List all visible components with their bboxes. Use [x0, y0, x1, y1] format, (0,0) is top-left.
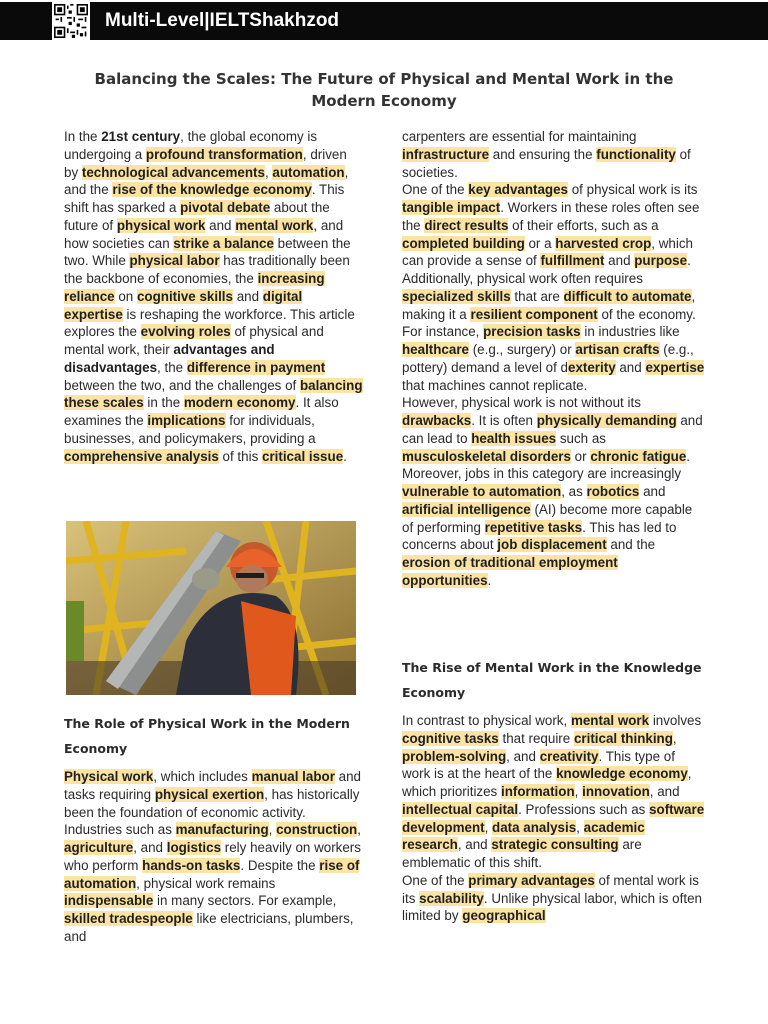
- highlighted-term: technological advancements: [81, 164, 265, 180]
- highlighted-term: intellectual capital: [402, 801, 519, 817]
- highlighted-term: job displacement: [497, 537, 607, 553]
- mental-paragraphs: [402, 712, 706, 925]
- highlighted-term: creativity: [539, 748, 599, 764]
- highlighted-term: agriculture: [64, 840, 134, 855]
- construction-worker-photo: [66, 521, 356, 695]
- highlighted-term: harvested crop: [555, 235, 652, 251]
- highlighted-term: repetitive tasks: [484, 519, 583, 535]
- article-title: Balancing the Scales: The Future of Physical and Mental Work in the Modern Economy: [94, 70, 674, 110]
- bold-term: advantages and disadvantages: [64, 342, 275, 375]
- highlighted-term: information: [500, 784, 575, 799]
- highlighted-term: health issues: [471, 430, 557, 446]
- highlighted-term: precision tasks: [483, 324, 581, 340]
- highlighted-term: artificial intelligence: [402, 501, 531, 517]
- paragraph: In contrast to physical work, mental work involves cognitive tasks that require critical thinking, problem-solving, and creativity. This type of work is at the heart of the knowledge economy, which prioritizes information, innovation, and intellectual capital. Professions such as software development, data analysis, academic research, and strategic consulting are emblematic of this shift.: [402, 713, 705, 870]
- highlighted-term: functionality: [596, 146, 676, 162]
- highlighted-term: indispensable: [64, 893, 154, 909]
- highlighted-term: logistics: [166, 840, 222, 855]
- highlighted-term: profound transformation: [145, 146, 303, 162]
- highlighted-term: physical exertion: [154, 786, 265, 802]
- highlighted-term: difficult to automate: [563, 288, 692, 304]
- highlighted-term: problem-solving: [402, 748, 507, 764]
- highlighted-term: balancing these scales: [64, 377, 363, 411]
- physical-paragraphs-continued: [402, 128, 706, 590]
- bold-term: 21st century: [101, 129, 181, 144]
- highlighted-term: comprehensive analysis: [64, 448, 219, 464]
- highlighted-term: innovation: [582, 784, 650, 799]
- highlighted-term: strike a balance: [173, 235, 274, 251]
- highlighted-term: artisan crafts: [575, 342, 660, 357]
- highlighted-term: construction: [276, 822, 358, 838]
- highlighted-term: skilled tradespeople: [64, 911, 193, 926]
- intro-column: [64, 128, 364, 465]
- highlighted-term: chronic fatigue: [590, 448, 687, 464]
- paragraph: carpenters are essential for maintaining infrastructure and ensuring the functionality of societies.: [402, 129, 691, 180]
- highlighted-term: mental work: [570, 713, 650, 728]
- highlighted-term: rise of the knowledge economy: [112, 182, 312, 198]
- highlighted-term: geographical: [462, 908, 546, 924]
- highlighted-term: mental work: [235, 217, 314, 233]
- highlighted-term: increasing reliance: [64, 271, 325, 304]
- mental-work-heading: The Rise of Mental Work in the Knowledge Economy: [402, 660, 702, 700]
- highlighted-term: knowledge economy: [556, 766, 688, 782]
- highlighted-term: rise of automation: [64, 857, 360, 891]
- highlighted-term: strategic consulting: [491, 837, 619, 853]
- highlighted-term: primary advantages: [468, 872, 595, 888]
- highlighted-term: fulfillment: [540, 253, 605, 269]
- highlighted-term: modern economy: [183, 395, 296, 411]
- highlighted-term: manufacturing: [175, 822, 269, 838]
- physical-paragraphs: [64, 768, 364, 946]
- physical-work-heading: The Role of Physical Work in the Modern Economy: [64, 716, 350, 756]
- highlighted-term: direct results: [424, 217, 509, 233]
- highlighted-term: implications: [147, 413, 226, 428]
- qr-code-icon: [52, 2, 90, 40]
- mental-work-column: [402, 712, 706, 925]
- highlighted-term: infrastructure: [402, 146, 490, 162]
- highlighted-term: evolving roles: [140, 324, 231, 340]
- worker-illustration: [66, 521, 356, 695]
- highlighted-term: vulnerable to automation: [402, 484, 562, 499]
- highlighted-term: pivotal debate: [180, 200, 271, 215]
- highlighted-term: cognitive skills: [136, 288, 233, 304]
- highlighted-term: key advantages: [468, 182, 569, 198]
- highlighted-term: physical work: [116, 217, 206, 233]
- highlighted-term: specialized skills: [402, 288, 511, 304]
- highlighted-term: critical thinking: [573, 730, 673, 746]
- highlighted-term: purpose: [634, 253, 688, 269]
- highlighted-term: erosion of traditional employment opportunities: [402, 555, 618, 588]
- highlighted-term: software development: [402, 801, 705, 835]
- brand-title: Multi-Level|IELTShakhzod: [105, 10, 340, 31]
- highlighted-term: physically demanding: [536, 413, 677, 428]
- highlighted-term: academic research: [402, 819, 645, 853]
- highlighted-term: hands-on tasks: [142, 857, 241, 873]
- highlighted-term: Physical work: [64, 769, 154, 784]
- highlighted-term: exterity: [568, 359, 616, 375]
- header-bar: [0, 2, 768, 40]
- highlighted-term: tangible impact: [402, 200, 501, 215]
- highlighted-term: difference in payment: [186, 359, 326, 375]
- highlighted-term: completed building: [402, 235, 525, 251]
- highlighted-term: cognitive tasks: [402, 730, 499, 746]
- highlighted-term: automation: [272, 164, 345, 180]
- paragraph: One of the primary advantages of mental work is its scalability. Unlike physical labor, which is often limited by geographical: [402, 872, 702, 924]
- intro-paragraphs: [64, 128, 364, 465]
- highlighted-term: data analysis: [492, 819, 577, 835]
- highlighted-term: musculoskeletal disorders: [402, 448, 571, 464]
- paragraph: In the 21st century, the global economy is undergoing a profound transformation, driven by technological advancements, automation, and the rise of the knowledge economy. This shift has sparked a pivotal debate about the future of physical work and mental work, and how societies can strike a balance between the two. While physical labor has traditionally been the backbone of economies, the increasing reliance on cognitive skills and digital expertise is reshaping the workforce. This article explores the evolving roles of physical and mental work, their advantages and disadvantages, the difference in payment between the two, and the challenges of balancing these scales in the modern economy. It also examines the implications for individuals, businesses, and policymakers, providing a comprehensive analysis of this critical issue.: [64, 129, 363, 464]
- highlighted-term: drawbacks: [402, 413, 472, 428]
- highlighted-term: expertise: [645, 359, 705, 375]
- highlighted-term: manual labor: [251, 769, 335, 784]
- highlighted-term: robotics: [586, 484, 640, 499]
- highlighted-term: digital expertise: [64, 288, 303, 322]
- paragraph: Physical work, which includes manual labor and tasks requiring physical exertion, has historically been the foundation of economic activity. Industries such as manufacturing, construction, agriculture, and logistics rely heavily on workers who perform hands-on tasks. Despite the rise of automation, physical work remains indispensable in many sectors. For example, skilled tradespeople like electricians, plumbers, and: [64, 769, 361, 944]
- highlighted-term: physical labor: [129, 253, 220, 269]
- paragraph: One of the key advantages of physical work is its tangible impact. Workers in these roles often see the direct results of their efforts, such as a completed building or a harvested crop, which can provide a sense of fulfillment and purpose. Additionally, physical work often requires specialized skills that are difficult to automate, making it a resilient component of the economy. For instance, precision tasks in industries like healthcare (e.g., surgery) or artisan crafts (e.g., pottery) demand a level of dexterity and expertise that machines cannot replicate.: [402, 182, 705, 393]
- paragraph: However, physical work is not without its drawbacks. It is often physically demanding and can lead to health issues such as musculoskeletal disorders or chronic fatigue. Moreover, jobs in this category are increasingly vulnerable to automation, as robotics and artificial intelligence (AI) become more capable of performing repetitive tasks. This has led to concerns about job displacement and the erosion of traditional employment opportunities.: [402, 395, 703, 588]
- physical-work-column: [64, 768, 364, 946]
- highlighted-term: resilient component: [470, 306, 598, 322]
- highlighted-term: healthcare: [402, 342, 469, 357]
- highlighted-term: scalability: [419, 890, 484, 906]
- physical-work-continued-column: [402, 128, 706, 590]
- highlighted-term: critical issue: [262, 448, 344, 464]
